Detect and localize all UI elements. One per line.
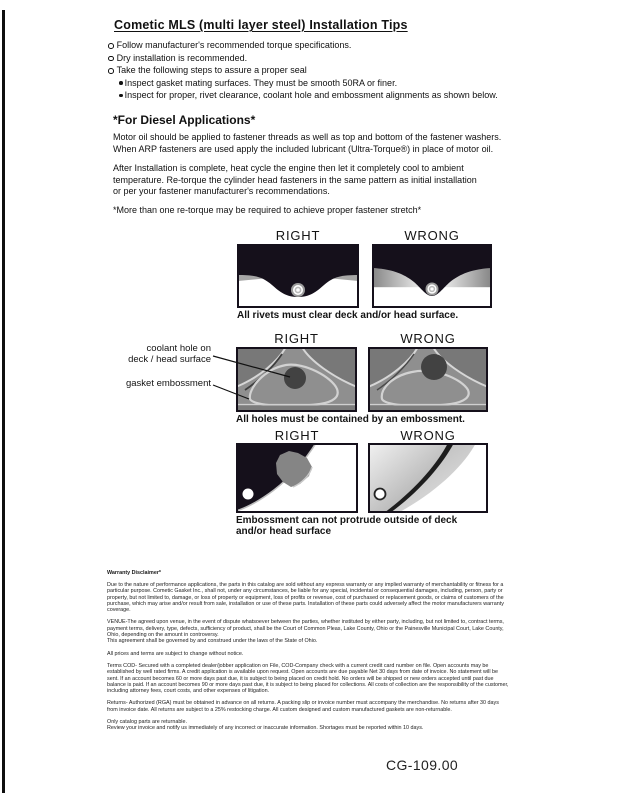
installation-tips-list [108,39,548,102]
list-item [108,64,548,77]
rivet-clear-wrong-image [372,244,492,308]
protrusion-wrong-image [368,443,488,513]
paragraph-line: Motor oil should be applied to fastener threads as well as top and bottom of the fastener washers. [113,132,502,142]
caption-line: Embossment can not protrude outside of deck [236,515,458,526]
rivet-clear-right-image [237,244,359,308]
rivet-right-diagram [237,244,359,308]
paragraph-line: or per your fastener manufacturer's recommendations. [113,186,330,197]
legal-paragraph: VENUE-The agreed upon venue, in the event of dispute whatsoever between the parties, whether instituted by either party, including, but not limited to, contract terms, payment terms, delivery, type, defects, sufficiency of product, shall be the Court of Common Pleas, Lake County, Ohio or the Painesville Municipal Court, Lake County, Ohio, depending on the amount in controversy. [107,619,504,639]
hole-contained-right-image [236,347,357,412]
rivet-wrong-diagram [372,244,492,308]
protrusion-right-diagram [236,443,358,513]
gasket-embossment-callout: gasket embossment [125,378,211,389]
list-item [108,77,548,90]
paragraph-line: temperature. Re-torque the cylinder head fasteners in the same pattern as initial installation [113,174,477,185]
wrong-label-row2: WRONG [400,331,456,346]
tip-text: Take the following steps to assure a proper seal [116,65,307,76]
legal-paragraph: This agreement shall be governed by and construed under the laws of the State of Ohio. [107,638,318,645]
tip-text: Dry installation is recommended. [116,52,248,63]
legal-paragraph: Only catalog parts are returnable. [107,719,188,726]
protrusion-right-image [236,443,358,513]
legal-paragraph: Due to the nature of performance applications, the parts in this catalog are sold without any express warranty or any implied warranty of merchantability or fitness for a particular purpose. Cometic Gasket Inc., shall not, under any circumstances, be liable for any special, incidental or consequential damages, including, person, party or property, but not limited to, damage, or loss of property or equipment, loss of profits or revenue, cost of purchased or replacement goods, or claims of customers of the purchase, which may arise and/or result from sale, installation or use of these parts. Installation of these parts could adversely affect the motor manufacturers warranty coverage. [107,582,504,614]
diesel-heading: *For Diesel Applications* [113,113,256,127]
tip-text: Inspect gasket mating surfaces. They must be smooth 50RA or finer. [124,77,398,88]
diesel-paragraph-1 [113,132,533,155]
list-item [108,39,548,52]
diesel-paragraph-2 [113,163,533,198]
caption-line: and/or head surface [236,526,332,537]
open-bullet-icon [108,43,114,49]
callout-line: coolant hole on [146,343,211,354]
embossment-right-diagram [236,347,357,412]
legal-section [107,570,511,732]
row3-caption [236,515,496,537]
legal-paragraph: Returns- Authorized (RGA) must be obtained in advance on all returns. A packing slip or invoice number must accompany the merchandise. No returns after 30 days from invoice date. All returns are subject to a 25% restocking charge. All custom designed and custom manufactured gaskets are non-returnable. [107,700,499,713]
tip-text: Follow manufacturer's recommended torque specifications. [116,40,352,50]
page-edge-line [2,10,5,793]
solid-bullet-icon [119,94,123,98]
paragraph-line: After Installation is complete, heat cycle the engine then let it completely cool to ambient [113,163,464,173]
legal-paragraph: All prices and terms are subject to change without notice. [107,650,244,657]
solid-bullet-icon [119,81,123,85]
list-item [108,52,548,65]
page-title: Cometic MLS (multi layer steel) Installation Tips [114,18,408,32]
hole-contained-wrong-image [368,347,488,412]
protrusion-wrong-diagram [368,443,488,513]
row1-caption: All rivets must clear deck and/or head surface. [237,310,459,321]
legal-paragraph: Terms COD- Secured with a completed dealer/jobber application on File, COD-Company check with a current credit card number on file. Open accounts may be established by well rated firms. A credit application is available upon request. Open accounts are due payable Net 30 days from date of invoice. No statement will be sent. If an account becomes 60 or more days past due, it is subject to being placed on credit hold. No orders will be shipped or new orders accepted until past due balance is paid. If an account becomes 90 or more days past due, it is subject to being placed for collections. All costs of collection are the responsibility of the customer, including attorney fees, court costs, and other expenses of litigation. [107,662,509,695]
coolant-hole-callout [108,344,211,366]
wrong-label-row3: WRONG [400,428,456,443]
list-item [108,89,548,102]
retorque-note: *More than one re-torque may be required to achieve proper fastener stretch* [113,205,422,215]
warranty-disclaimer-heading: Warranty Disclaimer* [107,570,162,576]
open-bullet-icon [108,56,114,62]
paragraph-line: When ARP fasteners are used apply the included lubricant (Ultra-Torque®) in place of motor oil. [113,143,494,154]
tip-text: Inspect for proper, rivet clearance, coolant hole and embossment alignments as shown below. [124,90,498,101]
row2-caption: All holes must be contained by an embossment. [236,414,465,425]
open-bullet-icon [108,68,114,74]
right-label-row2: RIGHT [274,331,319,346]
legal-paragraph: Review your invoice and notify us immediately of any incorrect or inaccurate information. Shortages must be reported within 10 days. [107,725,424,732]
right-label-row1: RIGHT [275,228,321,243]
wrong-label-row1: WRONG [404,228,460,243]
page-number: CG-109.00 [386,757,459,773]
right-label-row3: RIGHT [274,428,320,443]
callout-line: deck / head surface [128,353,211,365]
embossment-wrong-diagram [368,347,488,412]
